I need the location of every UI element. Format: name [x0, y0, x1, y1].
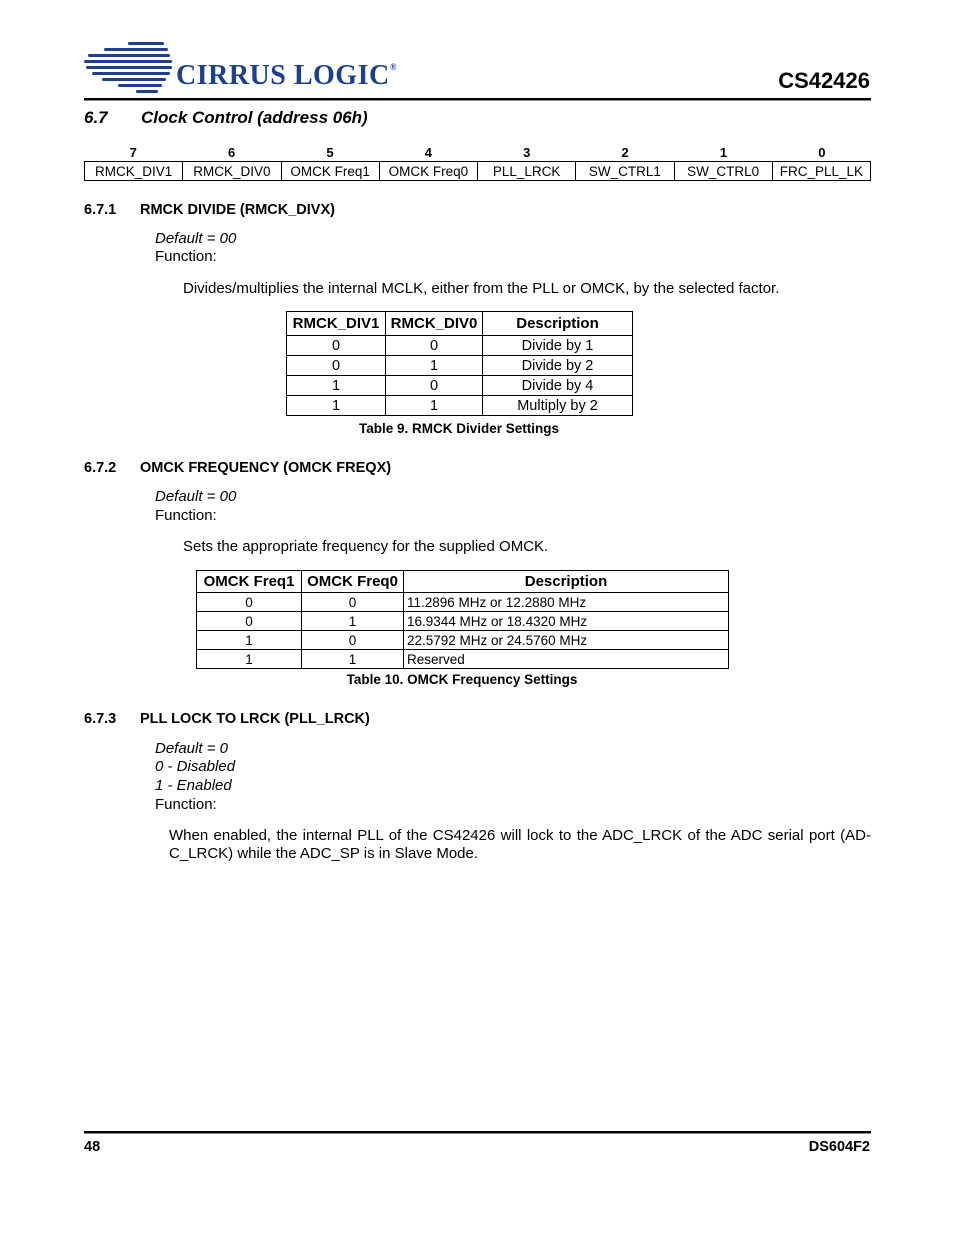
table-cell: 1 — [302, 650, 404, 669]
section-number: 6.7 — [84, 108, 108, 127]
table-row — [197, 593, 729, 612]
table-cell: 1 — [302, 612, 404, 631]
table-header: OMCK Freq1 — [197, 571, 302, 593]
table-caption: Table 10. OMCK Frequency Settings — [346, 672, 578, 687]
function-label: Function: — [155, 796, 217, 813]
page-number: 48 — [84, 1139, 101, 1155]
table-cell: 0 — [197, 593, 302, 612]
table-row — [287, 376, 633, 396]
bit-number: 4 — [424, 145, 432, 160]
table-cell: 0 — [386, 336, 483, 356]
table-cell: 1 — [386, 356, 483, 376]
bit-number: 5 — [326, 145, 334, 160]
register-field: SW_CTRL0 — [674, 162, 772, 181]
table-header-row — [287, 312, 633, 336]
table-cell: 0 — [287, 336, 386, 356]
bit-number: 6 — [227, 145, 236, 160]
function-label: Function: — [155, 248, 217, 265]
table-header: OMCK Freq0 — [302, 571, 404, 593]
table-header: RMCK_DIV0 — [386, 312, 483, 336]
default-value: Default = 0 — [155, 740, 228, 757]
function-label: Function: — [155, 507, 217, 524]
function-description-line-2: C_LRCK) while the ADC_SP is in Slave Mode. — [169, 845, 479, 862]
bit-number: 0 — [818, 145, 826, 160]
subsection-number: 6.7.3 — [84, 711, 117, 727]
register-field: OMCK Freq0 — [379, 162, 477, 181]
bit-number: 2 — [621, 145, 629, 160]
register-bit-numbers — [84, 145, 871, 160]
table-header: Description — [483, 312, 633, 336]
table-cell: 0 — [302, 593, 404, 612]
register-field: OMCK Freq1 — [281, 162, 379, 181]
table-cell: 1 — [386, 396, 483, 416]
section-title — [84, 108, 368, 128]
table-row — [197, 612, 729, 631]
table-header-row — [197, 571, 729, 593]
table-cell: 1 — [287, 396, 386, 416]
table-header: RMCK_DIV1 — [287, 312, 386, 336]
function-description: Divides/multiplies the internal MCLK, either from the PLL or OMCK, by the selected factor. — [183, 280, 780, 297]
part-number: CS42426 — [778, 68, 870, 93]
table-row — [287, 396, 633, 416]
register-field: RMCK_DIV1 — [85, 162, 183, 181]
logo-swoosh-icon — [84, 38, 184, 98]
table-cell: 0 — [386, 376, 483, 396]
option-disabled: 0 - Disabled — [155, 758, 236, 775]
register-field: SW_CTRL1 — [576, 162, 674, 181]
subsection-number: 6.7.2 — [84, 460, 117, 476]
subsection-heading: PLL LOCK TO LRCK (PLL_LRCK) — [140, 711, 370, 727]
table-row — [197, 631, 729, 650]
subsection-heading: RMCK DIVIDE (RMCK_DIVX) — [140, 202, 335, 218]
subsection-title-pll-lrck — [84, 711, 370, 727]
table-row — [287, 356, 633, 376]
default-value: Default = 00 — [155, 488, 237, 505]
table-row — [287, 336, 633, 356]
table-cell: 1 — [287, 376, 386, 396]
subsection-title-omck — [84, 460, 391, 476]
default-value: Default = 00 — [155, 230, 237, 247]
table-cell: Divide by 1 — [483, 336, 633, 356]
register-field-row — [85, 162, 871, 181]
bit-number: 1 — [719, 145, 728, 160]
register-field: PLL_LRCK — [478, 162, 576, 181]
section-heading: Clock Control (address 06h) — [141, 108, 368, 127]
register-field: FRC_PLL_LK — [772, 162, 870, 181]
footer-rule — [84, 1131, 871, 1133]
bit-number: 7 — [129, 145, 137, 160]
table-caption: Table 9. RMCK Divider Settings — [358, 421, 560, 436]
table-cell: 0 — [197, 612, 302, 631]
table-cell: Divide by 2 — [483, 356, 633, 376]
register-field: RMCK_DIV0 — [183, 162, 281, 181]
function-description: Sets the appropriate frequency for the supplied OMCK. — [183, 538, 549, 555]
table-cell: 1 — [197, 650, 302, 669]
table-cell: 16.9344 MHz or 18.4320 MHz — [404, 612, 729, 631]
register-map-table — [84, 161, 871, 181]
subsection-number: 6.7.1 — [84, 202, 117, 218]
function-description-line-1: When enabled, the internal PLL of the CS42426 will lock to the ADC_LRCK of the ADC serial port (AD- — [169, 827, 871, 844]
subsection-title-rmck — [84, 202, 335, 218]
table-cell: 1 — [197, 631, 302, 650]
table-cell: 0 — [287, 356, 386, 376]
table-cell: 22.5792 MHz or 24.5760 MHz — [404, 631, 729, 650]
table-row — [197, 650, 729, 669]
header-rule — [84, 98, 871, 100]
bit-number: 3 — [523, 145, 531, 160]
logo-wordmark: CIRRUS LOGIC® — [176, 60, 397, 91]
document-id: DS604F2 — [808, 1139, 870, 1155]
table-cell: 0 — [302, 631, 404, 650]
omck-frequency-table — [196, 570, 729, 669]
subsection-heading: OMCK FREQUENCY (OMCK FREQX) — [140, 460, 392, 476]
table-cell: Reserved — [404, 650, 729, 669]
table-cell: 11.2896 MHz or 12.2880 MHz — [404, 593, 729, 612]
cirrus-logic-logo — [84, 38, 404, 98]
table-cell: Multiply by 2 — [483, 396, 633, 416]
rmck-divider-table — [286, 311, 633, 416]
table-header: Description — [404, 571, 729, 593]
table-cell: Divide by 4 — [483, 376, 633, 396]
option-enabled: 1 - Enabled — [155, 777, 232, 794]
